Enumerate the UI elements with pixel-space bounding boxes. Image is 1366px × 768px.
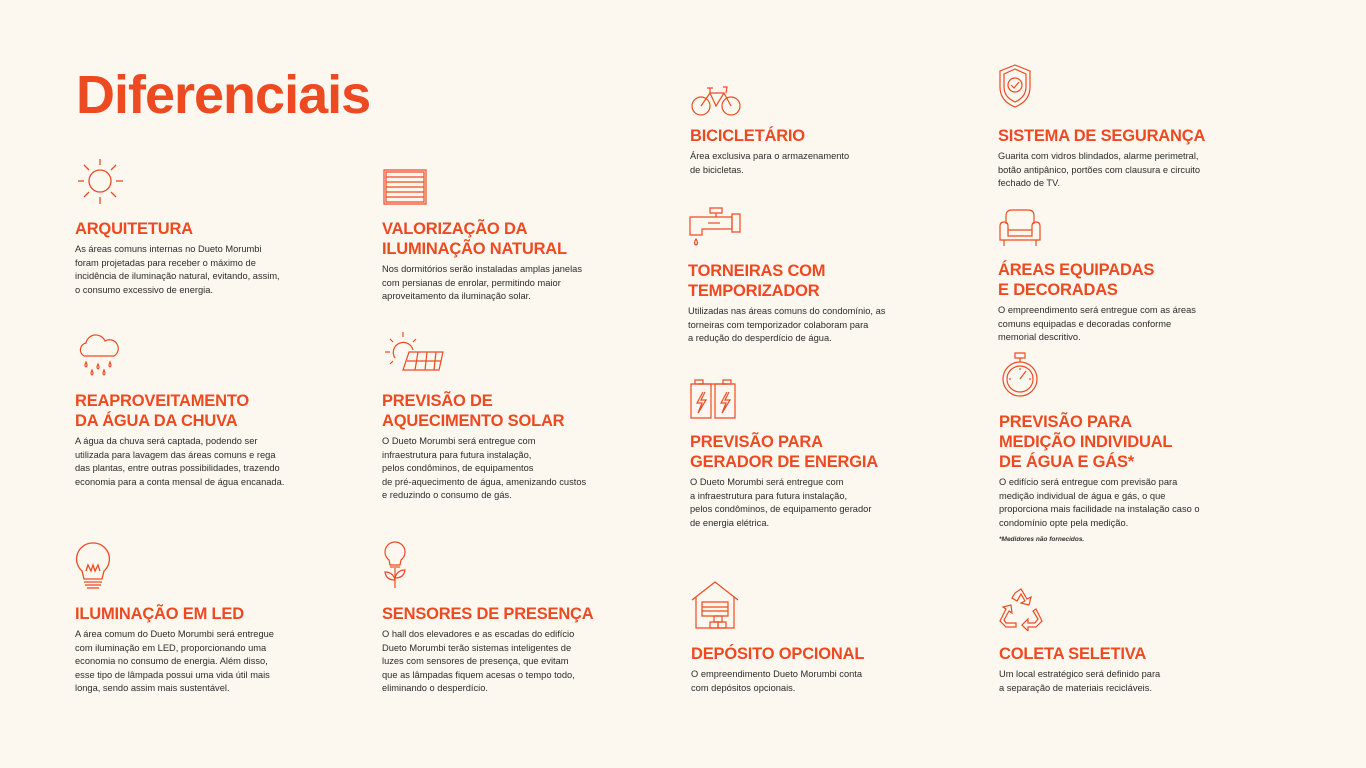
item-text: O edifício será entregue com previsão para medição individual de água e gás, o que proporciona mais facilidade na instalação caso o condomínio opte pela medição. *Medidores não fornecidos. [999,476,1239,547]
battery-icon [689,378,737,420]
item-title: SENSORES DE PRESENÇA [382,605,594,623]
item-text: O hall dos elevadores e as escadas do edifício Dueto Morumbi terão sistemas inteligentes de luzes com sensores de presença, que evitam que as lâmpadas fiquem acesas o tempo todo, eliminando o desperdício. [382,629,575,693]
item-title: COLETA SELETIVA [999,645,1147,663]
item-text: As áreas comuns internas no Dueto Morumbi foram projetadas para receber o máximo de incidência de iluminação natural, evitando, assim, o consumo excessivo de energia. [75,244,280,295]
item-title: VALORIZAÇÃO DA ILUMINAÇÃO NATURAL [382,220,567,258]
item-text: O Dueto Morumbi será entregue com a infraestrutura para futura instalação, pelos condôminos, de equipamento gerador de energia elétrica. [690,477,872,528]
item-title: DEPÓSITO OPCIONAL [691,645,865,663]
item-text: Área exclusiva para o armazenamento de bicicletas. [690,151,850,175]
item-torneiras [688,261,928,346]
item-title: ILUMINAÇÃO EM LED [75,605,244,623]
footnote: *Medidores não fornecidos. [999,536,1085,543]
item-text: Nos dormitórios serão instaladas amplas janelas com persianas de enrolar, permitindo maior aproveitamento da iluminação solar. [382,264,582,301]
item-text: Um local estratégico será definido para a separação de materiais recicláveis. [999,669,1161,693]
page-title: Diferenciais [76,65,371,125]
item-aquecimento-solar [382,391,622,503]
solar-panel-icon [381,330,447,376]
item-areas-equipadas [998,260,1238,345]
item-sensores [382,604,622,696]
cloud-rain-icon [74,334,122,378]
item-text: O empreendimento será entregue com as áreas comuns equipadas e decoradas conforme memorial descritivo. [998,305,1196,342]
item-bicicletario [690,126,930,177]
faucet-timer-icon [688,205,742,249]
bicycle-icon [690,83,742,117]
item-text: Utilizadas nas áreas comuns do condomínio, as torneiras com temporizador colaboram para a redução do desperdício de água. [688,306,886,343]
item-title: REAPROVEITAMENTO DA ÁGUA DA CHUVA [75,392,250,430]
item-deposito [691,644,931,695]
item-title: SISTEMA DE SEGURANÇA [998,127,1206,145]
bulb-plant-icon [382,540,408,590]
item-reaproveitamento [75,391,315,489]
item-text: A área comum do Dueto Morumbi será entregue com iluminação em LED, proporcionando uma economia no consumo de energia. Além disso, esse tipo de lâmpada possui uma vida útil mais longa, sendo assim mais sustentável. [75,629,274,693]
recycle-icon [998,587,1044,631]
item-gerador [690,432,930,530]
item-title: PREVISÃO DE AQUECIMENTO SOLAR [382,392,565,430]
item-arquitetura [75,219,315,297]
window-blinds-icon [382,168,428,206]
item-seguranca [998,126,1238,191]
item-text: O Dueto Morumbi será entregue com infraestrutura para futura instalação, pelos condôminos, de equipamentos de pré-aquecimento de água, amenizando custos e reduzindo o consumo de gás. [382,436,587,500]
item-title: PREVISÃO PARA GERADOR DE ENERGIA [690,433,879,471]
item-title: ÁREAS EQUIPADAS E DECORADAS [998,261,1155,299]
item-title: PREVISÃO PARA MEDIÇÃO INDIVIDUAL DE ÁGUA E GÁS* [999,413,1173,471]
item-text: A água da chuva será captada, podendo ser utilizada para lavagem das áreas comuns e rega das plantas, entre outras possibilidades, trazendo economia para a conta mensal de água encanada. [75,436,285,487]
item-title: ARQUITETURA [75,220,193,238]
storage-house-icon [690,580,740,630]
item-coleta-seletiva [999,644,1239,695]
item-valorizacao [382,219,622,304]
item-text: Guarita com vidros blindados, alarme perimetral, botão antipânico, portões com clausura e circuito fechado de TV. [998,151,1201,188]
item-title: BICICLETÁRIO [690,127,805,145]
lightbulb-icon [74,541,112,591]
sun-icon [76,157,126,207]
shield-check-icon [998,63,1032,109]
item-text: O empreendimento Dueto Morumbi conta com depósitos opcionais. [691,669,863,693]
armchair-icon [998,208,1042,248]
item-iluminacao-led [75,604,315,696]
item-title: TORNEIRAS COM TEMPORIZADOR [688,262,826,300]
meter-gauge-icon [1000,351,1040,399]
item-medicao [999,412,1239,547]
